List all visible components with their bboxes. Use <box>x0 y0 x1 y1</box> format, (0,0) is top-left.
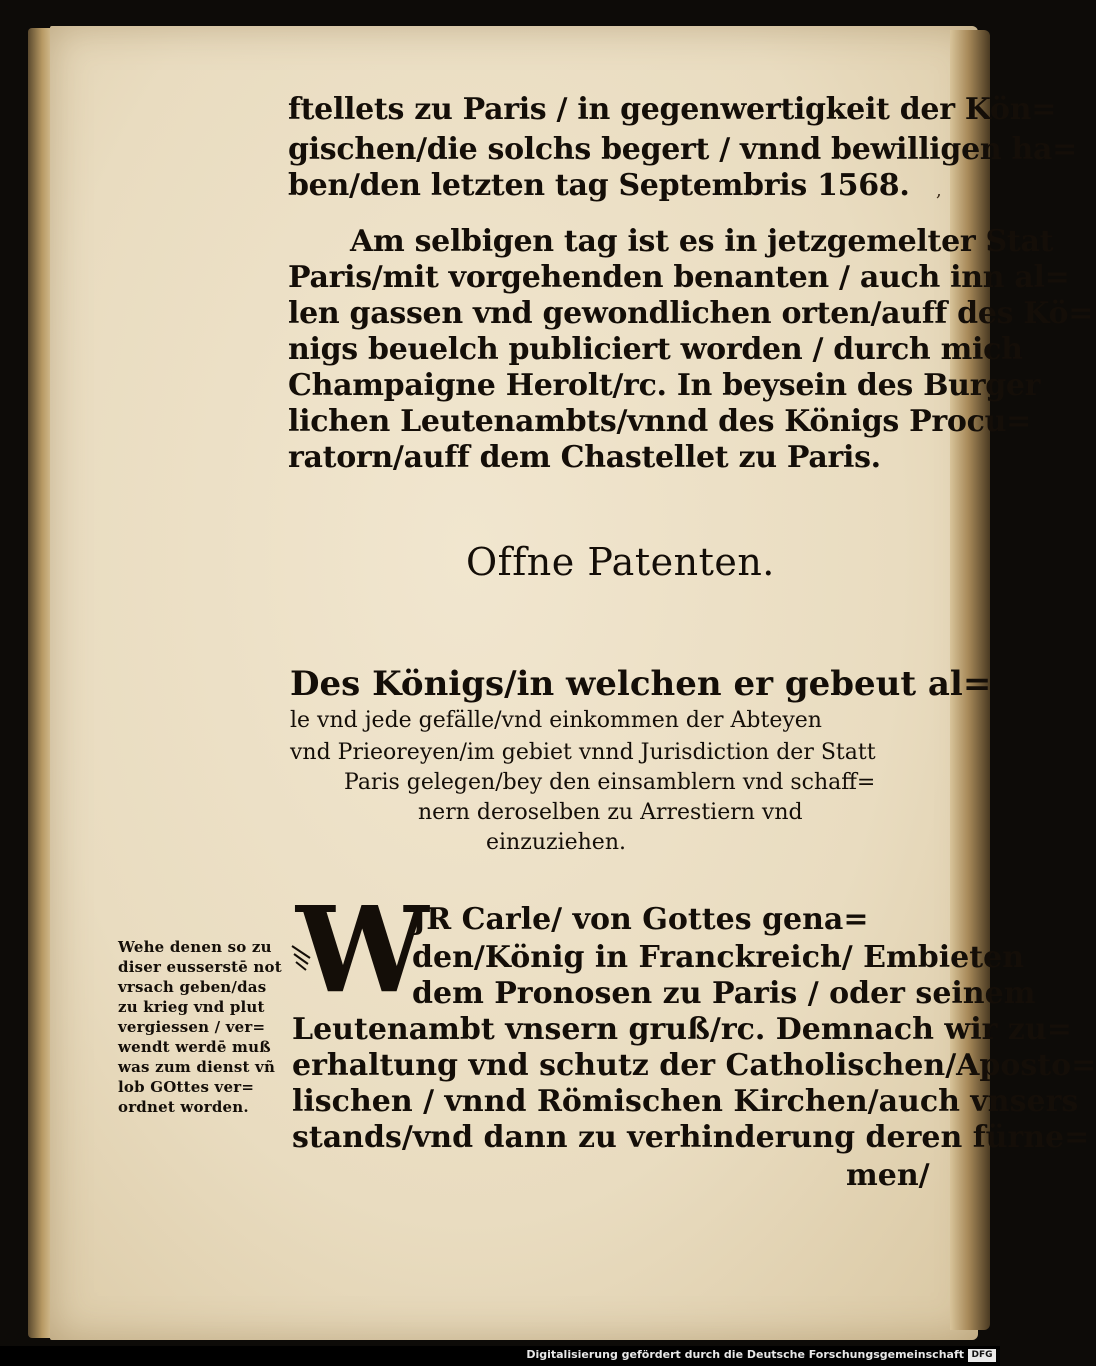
text-line: ben/den letzten tag Septembris 1568. <box>288 168 910 203</box>
title-subline: einzuziehen. <box>486 830 626 855</box>
text-line: erhaltung vnd schutz der Catholischen/Aposto= <box>292 1048 1096 1083</box>
note-line: wendt werdē muß <box>118 1038 271 1056</box>
section-heading: Offne Patenten. <box>466 540 775 584</box>
title-subline: le vnd jede gefälle/vnd einkommen der Abteyen <box>290 708 822 733</box>
text-line: Paris/mit vorgehenden benanten / auch inn al= <box>288 260 1070 295</box>
footer-bar <box>0 1346 1000 1366</box>
text-line: ratorn/auff dem Chastellet zu Paris. <box>288 440 881 475</box>
dfg-logo: DFG <box>968 1349 996 1362</box>
note-line: vergiessen / ver= <box>118 1018 266 1036</box>
catchword-mark: , <box>936 180 942 201</box>
decorated-initial: W <box>296 880 429 1019</box>
text-line: JR Carle/ von Gottes gena= <box>412 902 869 937</box>
text-line: nigs beuelch publiciert worden / durch mich <box>288 332 1023 367</box>
text-line: men/ <box>846 1158 930 1193</box>
note-line: lob GOttes ver= <box>118 1078 255 1096</box>
note-line: ordnet worden. <box>118 1098 249 1116</box>
flourish-ornament <box>288 940 316 980</box>
title-subline: Paris gelegen/bey den einsamblern vnd schaff= <box>344 770 876 795</box>
text-line: den/König in Franckreich/ Embieten <box>412 940 1025 975</box>
text-line: Leutenambt vnsern gruß/rc. Demnach wir zu= <box>292 1012 1072 1047</box>
text-line: Am selbigen tag ist es in jetzgemelter Stat <box>350 224 1054 259</box>
title-subline: nern deroselben zu Arrestiern vnd <box>418 800 803 825</box>
note-line: vrsach geben/das <box>118 978 267 996</box>
text-line: lichen Leutenambts/vnnd des Königs Procu= <box>288 404 1031 439</box>
funding-credit: Digitalisierung gefördert durch die Deutsche Forschungsgemeinschaft <box>526 1348 964 1361</box>
text-line: lischen / vnnd Römischen Kirchen/auch vnsers <box>292 1084 1079 1119</box>
title-line: Des Königs/in welchen er gebeut al= <box>290 664 992 704</box>
note-line: zu krieg vnd plut <box>118 998 265 1016</box>
note-line: diser eusserstē not <box>118 958 282 976</box>
title-subline: vnd Prieoreyen/im gebiet vnnd Jurisdiction der Statt <box>290 740 876 765</box>
note-line: Wehe denen so zu <box>118 938 272 956</box>
text-line: gischen/die solchs begert / vnnd bewilligen ha= <box>288 132 1078 167</box>
text-line: len gassen vnd gewondlichen orten/auff des Kö= <box>288 296 1094 331</box>
text-line: ftellets zu Paris / in gegenwertigkeit der Kön= <box>288 92 1057 127</box>
text-line: stands/vnd dann zu verhinderung deren fürne= <box>292 1120 1090 1155</box>
text-line: Champaigne Herolt/rc. In beysein des Burger <box>288 368 1041 403</box>
note-line: was zum dienst vñ <box>118 1058 276 1076</box>
text-line: dem Pronosen zu Paris / oder seinem <box>412 976 1036 1011</box>
